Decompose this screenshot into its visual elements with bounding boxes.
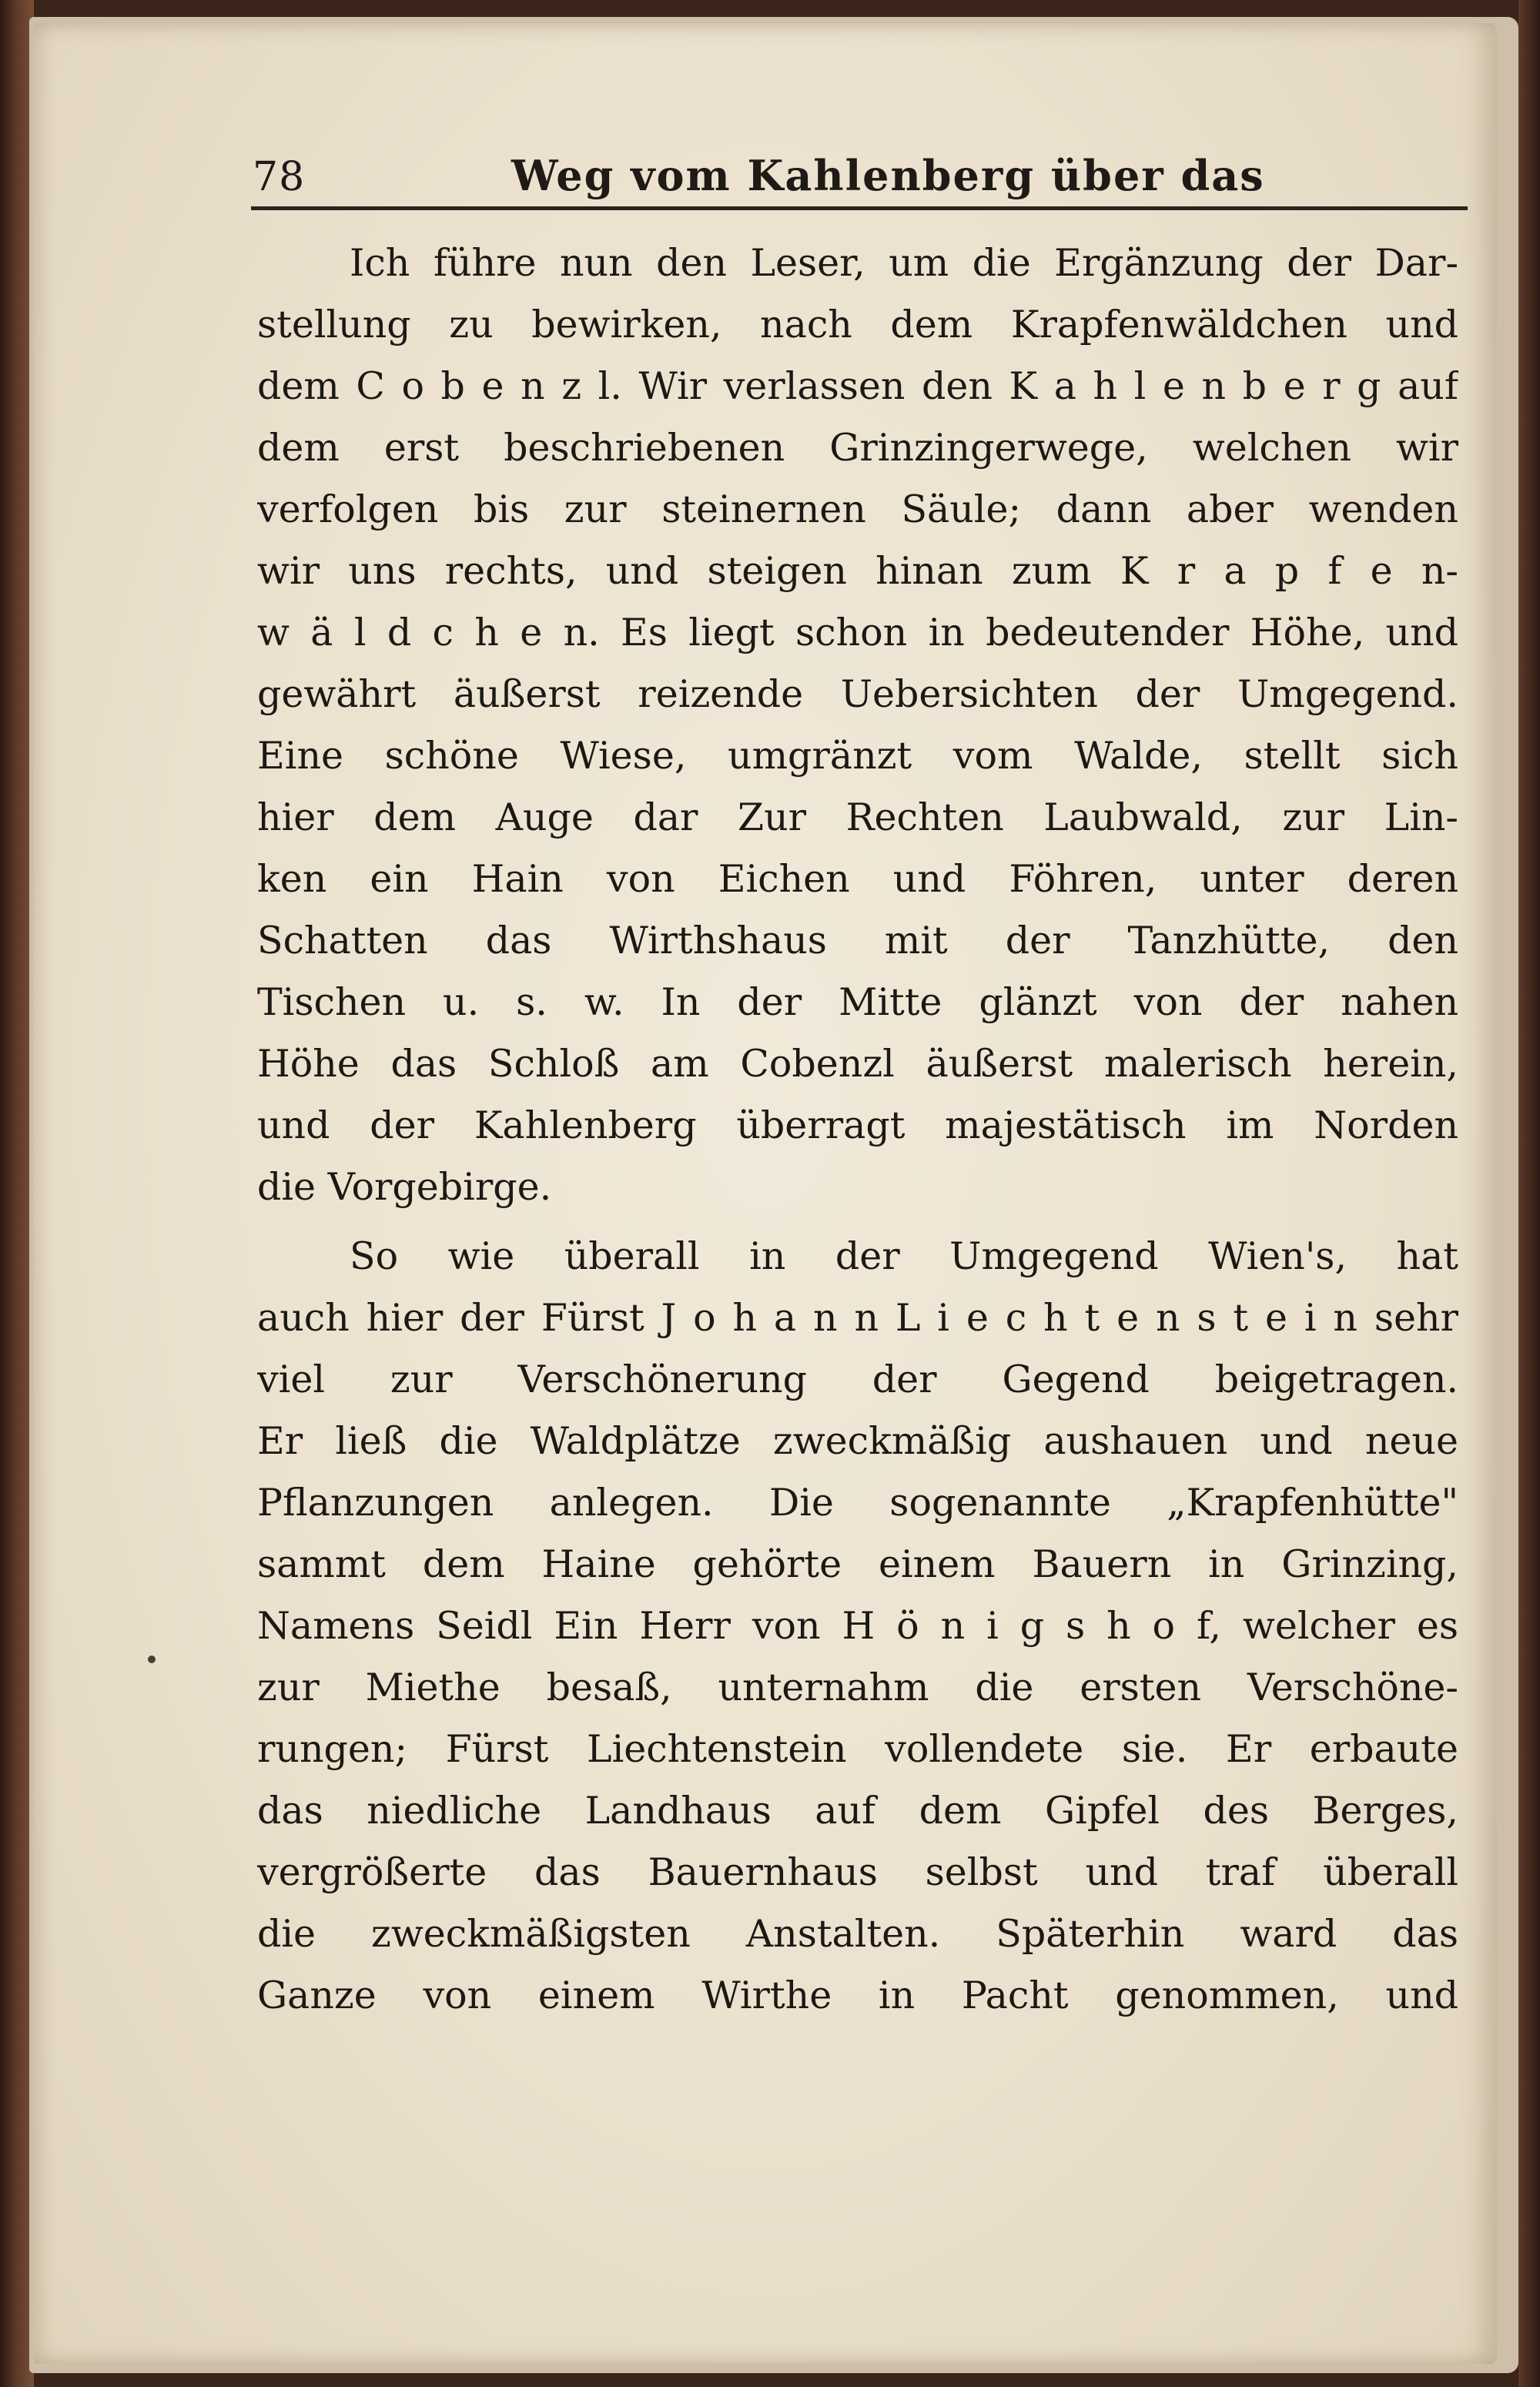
text-line: So wie überall in der Umgegend Wien's, hat (350, 1234, 1458, 1278)
running-head: Weg vom Kahlenberg über das (511, 151, 1265, 200)
text-line: Ich führe nun den Leser, um die Ergänzung der Dar- (350, 241, 1458, 285)
text-line: dem erst beschriebenen Grinzingerwege, welchen wir (257, 426, 1458, 470)
text-line: die Vorgebirge. (257, 1165, 552, 1209)
body-text (257, 233, 1458, 2127)
text-line: Er ließ die Waldplätze zweckmäßig aushauen und neue (257, 1419, 1458, 1463)
text-line: stellung zu bewirken, nach dem Krapfenwäldchen und (257, 303, 1458, 346)
text-line: verfolgen bis zur steinernen Säule; dann aber wenden (257, 487, 1458, 531)
text-line: auch hier der Fürst J o h a n n L i e c h t e n s t e i n sehr (257, 1296, 1458, 1340)
text-line: wir uns rechts, und steigen hinan zum K r a p f e n- (257, 549, 1458, 593)
text-line: viel zur Verschönerung der Gegend beigetragen. (257, 1358, 1458, 1401)
book-spine-edge (1518, 0, 1540, 2387)
text-line: Eine schöne Wiese, umgränzt vom Walde, stellt sich (257, 734, 1458, 778)
text-line: Tischen u. s. w. In der Mitte glänzt von der nahen (257, 980, 1458, 1024)
page-number: 78 (253, 154, 306, 200)
text-line: die zweckmäßigsten Anstalten. Späterhin ward das (257, 1912, 1458, 1956)
header-rule (251, 206, 1468, 210)
text-line: vergrößerte das Bauernhaus selbst und traf überall (257, 1850, 1458, 1894)
ink-speck (148, 1656, 156, 1663)
text-line: Höhe das Schloß am Cobenzl äußerst malerisch herein, (257, 1042, 1458, 1086)
book-page (34, 23, 1497, 2364)
text-line: gewährt äußerst reizende Uebersichten der Umgegend. (257, 672, 1458, 716)
text-line: zur Miethe besaß, unternahm die ersten Verschöne- (257, 1666, 1458, 1709)
text-line: hier dem Auge dar Zur Rechten Laubwald, zur Lin- (257, 795, 1458, 839)
text-line: ken ein Hain von Eichen und Föhren, unter deren (257, 857, 1458, 901)
text-line: Schatten das Wirthshaus mit der Tanzhütte, den (257, 919, 1458, 962)
text-line: sammt dem Haine gehörte einem Bauern in Grinzing, (257, 1542, 1458, 1586)
text-line: Pflanzungen anlegen. Die sogenannte „Krapfenhütte" (257, 1481, 1458, 1525)
text-line: das niedliche Landhaus auf dem Gipfel des Berges, (257, 1789, 1458, 1833)
text-line: dem C o b e n z l. Wir verlassen den K a h l e n b e r g auf (257, 364, 1458, 408)
text-line: Namens Seidl Ein Herr von H ö n i g s h o f, welcher es (257, 1604, 1458, 1648)
text-line: und der Kahlenberg überragt majestätisch im Norden (257, 1103, 1458, 1147)
text-line: Ganze von einem Wirthe in Pacht genommen, und (257, 1974, 1458, 2017)
text-line: w ä l d c h e n. Es liegt schon in bedeutender Höhe, und (257, 611, 1458, 654)
text-line: rungen; Fürst Liechtenstein vollendete sie. Er erbaute (257, 1727, 1458, 1771)
